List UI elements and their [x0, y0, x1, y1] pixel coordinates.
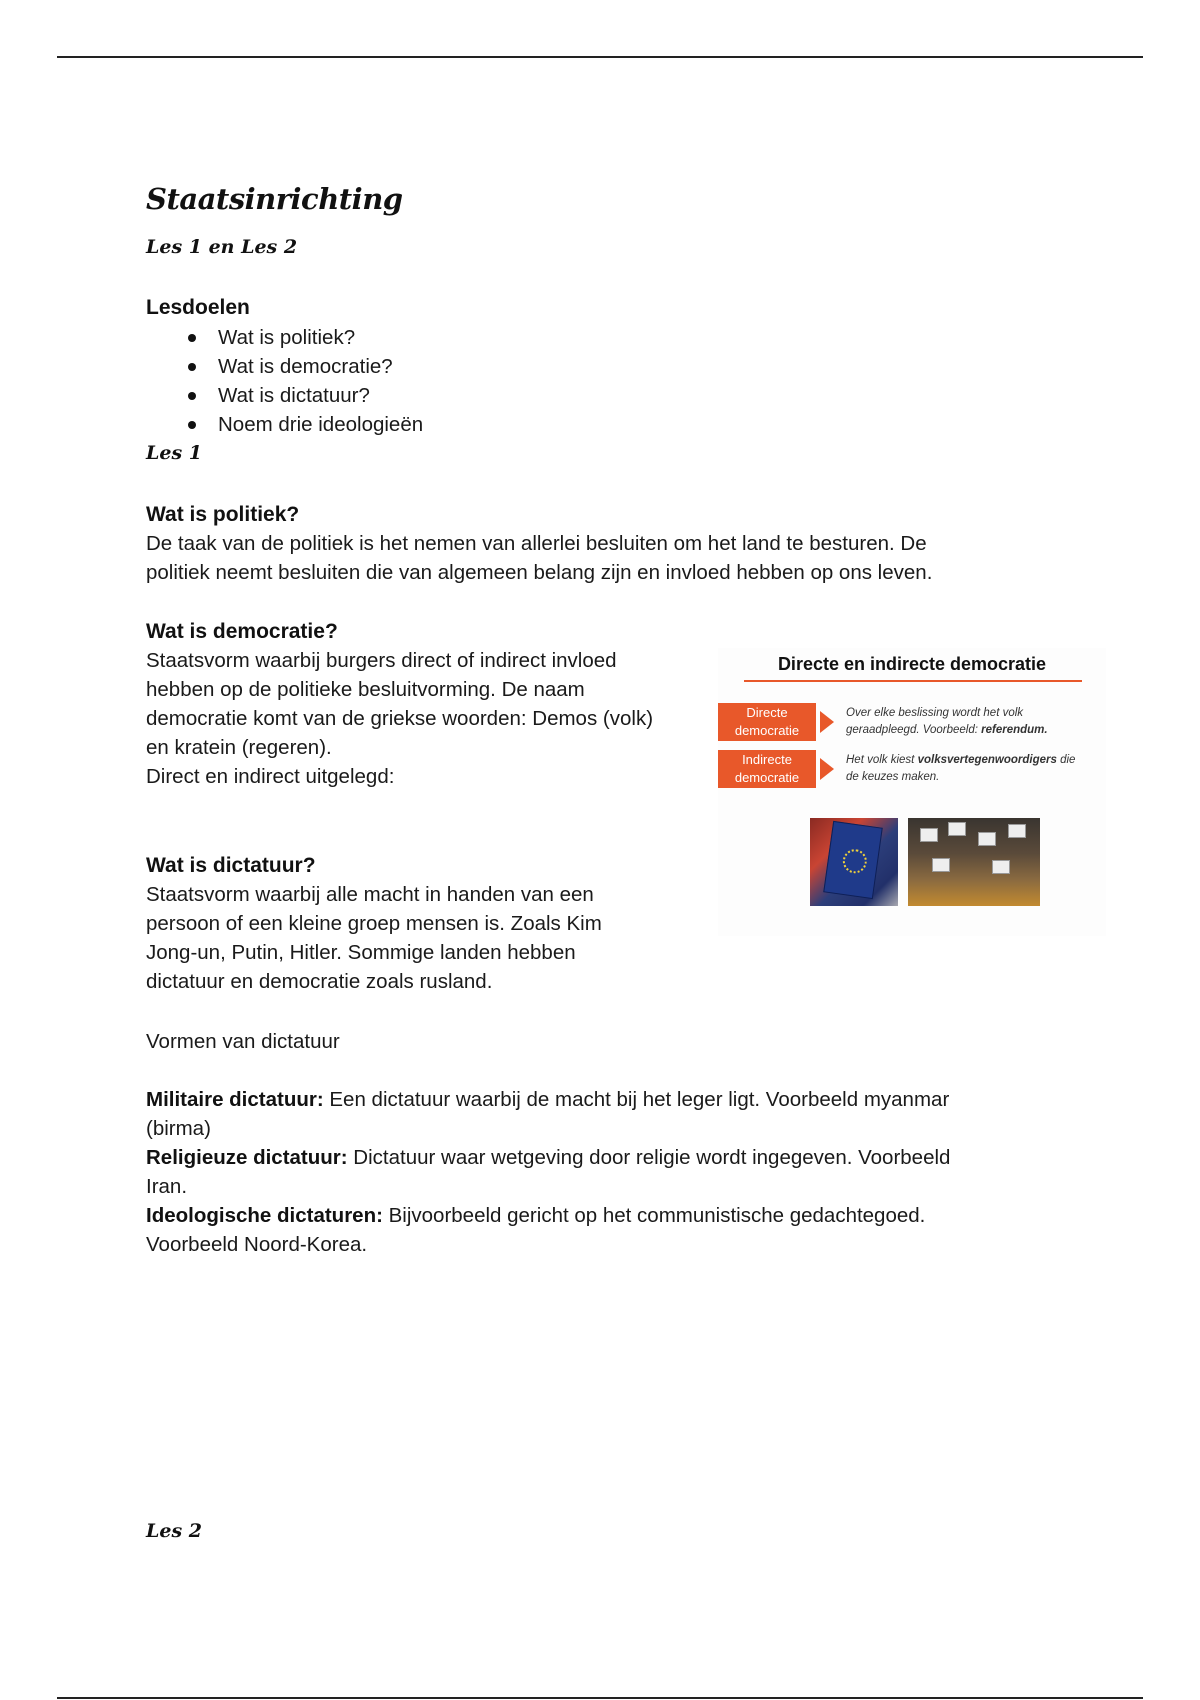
protest-sign-icon — [978, 832, 996, 846]
democratie-diagram — [718, 648, 1106, 936]
arrow-right-icon — [820, 758, 834, 780]
top-rule — [57, 56, 1143, 58]
protest-sign-icon — [948, 822, 966, 836]
indirecte-democratie-text: Het volk kiest volksvertegenwoordigers die de keuzes maken. — [846, 754, 1076, 783]
les2-label: Les 2 — [146, 1520, 202, 1542]
dictatuur-paragraph: Staatsvorm waarbij alle macht in handen van een persoon of een kleine groep mensen is. Zoals Kim Jong-un, Putin, Hitler. Sommige landen hebben dictatuur en democratie zoals rusland. — [146, 883, 602, 993]
page-subtitle: Les 1 en Les 2 — [146, 236, 298, 258]
arrow-right-icon — [820, 711, 834, 733]
list-item: Religieuze dictatuur: Dictatuur waar wetgeving door religie wordt ingegeven. Voorbeeld — [146, 1146, 951, 1169]
list-item: Ideologische dictaturen: Bijvoorbeeld gericht op het communistische gedachtegoed. — [146, 1204, 926, 1227]
politiek-heading: Wat is politiek? — [146, 503, 300, 526]
protest-sign-icon — [932, 858, 950, 872]
democratie-heading: Wat is democratie? — [146, 620, 338, 643]
bottom-rule — [57, 1697, 1143, 1699]
list-item: Wat is democratie? — [184, 352, 423, 381]
politiek-paragraph: De taak van de politiek is het nemen van allerlei besluiten om het land te besturen. De politiek neemt besluiten die van algemeen belang zijn en invloed hebben op ons leven. — [146, 532, 933, 584]
diagram-underline — [744, 680, 1082, 682]
diagram-title: Directe en indirecte democratie — [777, 654, 1047, 674]
lesdoelen-heading: Lesdoelen — [146, 296, 250, 319]
bullet-icon — [188, 334, 196, 342]
directe-democratie-box: Directe democratie — [718, 703, 816, 741]
list-item: Wat is dictatuur? — [184, 381, 423, 410]
les1-label: Les 1 — [146, 442, 202, 464]
list-item: Militaire dictatuur: Een dictatuur waarbij de macht bij het leger ligt. Voorbeeld myanmar — [146, 1088, 950, 1111]
bullet-icon — [188, 392, 196, 400]
bullet-icon — [188, 363, 196, 371]
eu-stars-icon — [841, 848, 868, 875]
eu-passport-icon — [823, 821, 883, 899]
vormen-label: Vormen van dictatuur — [146, 1030, 340, 1053]
protest-sign-icon — [1008, 824, 1026, 838]
parliament-photo — [908, 818, 1040, 906]
list-item: Noem drie ideologieën — [184, 410, 423, 439]
passport-photo — [810, 818, 898, 906]
page-title: Staatsinrichting — [146, 182, 403, 216]
directe-democratie-text: Over elke beslissing wordt het volk geraadpleegd. Voorbeeld: referendum. — [846, 707, 1048, 736]
list-item: Wat is politiek? — [184, 323, 423, 352]
protest-sign-icon — [992, 860, 1010, 874]
indirecte-democratie-box: Indirecte democratie — [718, 750, 816, 788]
lesdoelen-list — [184, 323, 423, 439]
vormen-list: Militaire dictatuur: Een dictatuur waarbij de macht bij het leger ligt. Voorbeeld myanmar (birma) Religieuze dictatuur: Dictatuur waar wetgeving door religie wordt ingegeven. Voorbeeld Iran. Ideologische dictaturen: Bijvoorbeeld gericht op het communistische gedachtegoed. Voorbeeld Noord-Korea. — [146, 1085, 1106, 1259]
dictatuur-heading: Wat is dictatuur? — [146, 854, 316, 877]
protest-sign-icon — [920, 828, 938, 842]
bullet-icon — [188, 421, 196, 429]
democratie-paragraph: Staatsvorm waarbij burgers direct of indirect invloed hebben op de politieke besluitvorming. De naam democratie komt van de griekse woorden: Demos (volk) en kratein (regeren). Direct en indirect uitgelegd: — [146, 649, 654, 788]
